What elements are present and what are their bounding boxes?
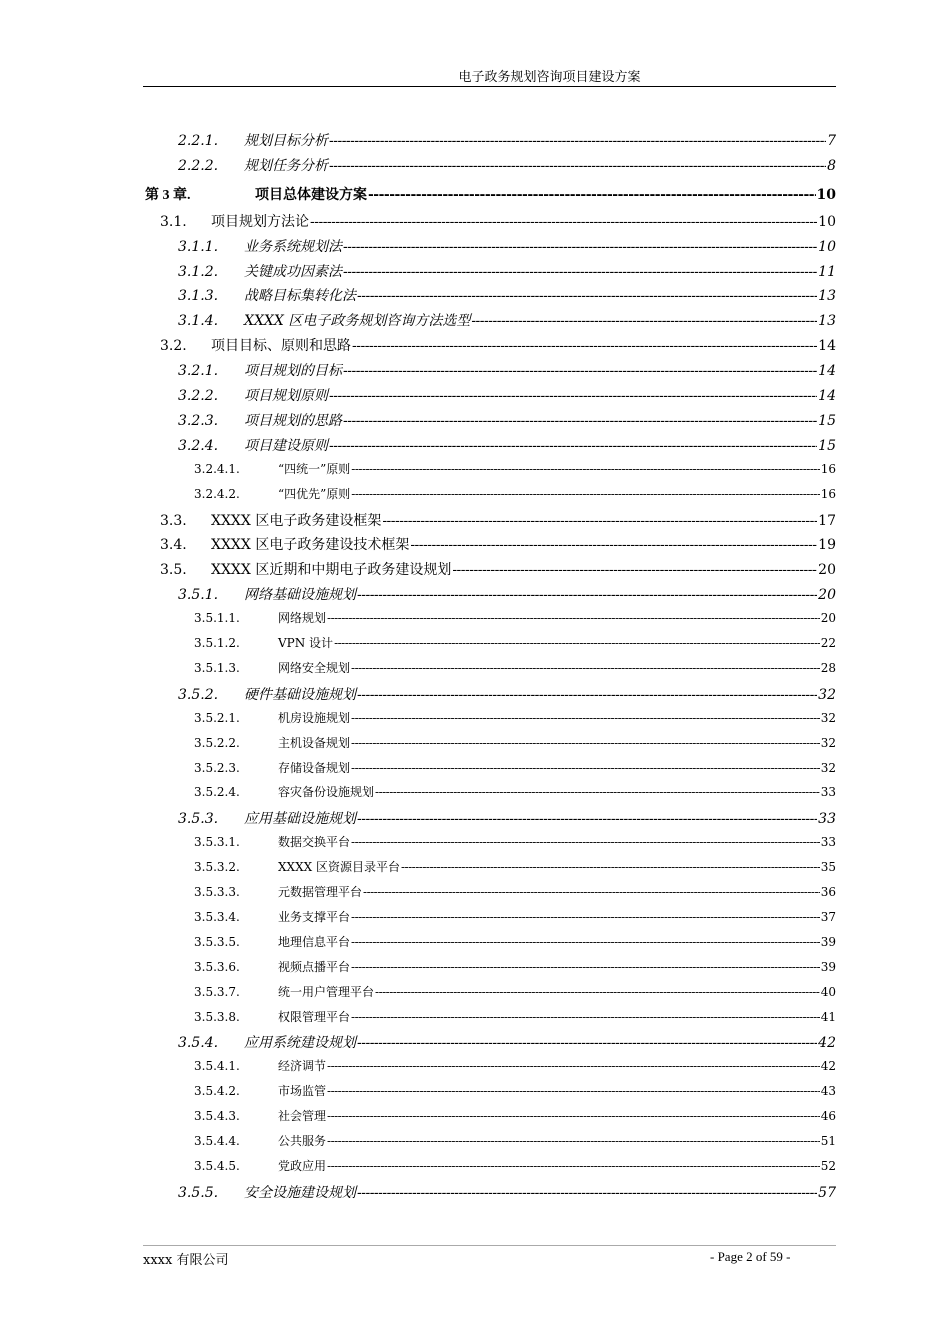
- toc-entry[interactable]: [194, 883, 836, 900]
- toc-entry-page: 22: [820, 636, 836, 650]
- toc-dot-leader: [351, 736, 820, 750]
- toc-entry-page: 32: [818, 686, 836, 703]
- toc-entry-title: 规划目标分析: [244, 133, 328, 149]
- toc-entry-title: 网络基础设施规划: [244, 587, 356, 604]
- toc-dot-leader: [357, 288, 817, 304]
- toc-entry-number: 3.2.1.: [178, 363, 219, 380]
- toc-dot-leader: [351, 761, 820, 775]
- toc-entry-number: 3.5.1.: [178, 587, 219, 604]
- toc-entry-title: 应用系统建设规划: [244, 1035, 356, 1052]
- toc-dot-leader: [375, 985, 820, 999]
- toc-chapter-entry[interactable]: [145, 184, 836, 204]
- toc-entry-number: 3.5.5.: [178, 1184, 219, 1201]
- toc-entry-number: 3.1.4.: [178, 313, 219, 330]
- page-header-title: 电子政务规划咨询项目建设方案: [458, 70, 641, 85]
- toc-entry-number: 3.2.4.1.: [194, 461, 240, 476]
- toc-entry-title: 业务支撑平台: [278, 909, 351, 924]
- toc-entry-number: 3.5.3.3.: [194, 885, 240, 899]
- toc-dot-leader: [357, 1035, 817, 1051]
- toc-entry[interactable]: [194, 933, 836, 950]
- toc-dot-leader: [329, 158, 826, 174]
- toc-entry-title: XXXX 区资源目录平台: [278, 860, 400, 875]
- toc-entry[interactable]: [178, 410, 836, 430]
- toc-entry[interactable]: [160, 534, 836, 554]
- toc-entry-number: 3.5.4.1.: [194, 1059, 240, 1074]
- toc-entry-number: 3.1.: [160, 213, 187, 230]
- toc-dot-leader: [375, 785, 820, 799]
- toc-entry-number: 3.5.2.3.: [194, 760, 240, 775]
- toc-dot-leader: [329, 133, 826, 149]
- toc-entry-number: 3.2.2.: [178, 388, 219, 404]
- toc-entry-title: 项目总体建设方案: [255, 186, 367, 203]
- toc-dot-leader: [357, 1185, 817, 1201]
- toc-dot-leader: [327, 1159, 820, 1173]
- toc-dot-leader: [327, 1084, 820, 1098]
- toc-entry-title: “四统一”原则: [278, 461, 351, 476]
- toc-dot-leader: [351, 487, 819, 501]
- toc-entry[interactable]: [194, 1057, 836, 1074]
- toc-dot-leader: [351, 711, 820, 725]
- toc-dot-leader: [401, 860, 820, 874]
- toc-entry[interactable]: [178, 808, 836, 828]
- toc-entry-title: 存储设备规划: [278, 760, 351, 775]
- toc-entry[interactable]: [178, 285, 836, 305]
- toc-dot-leader: [382, 513, 817, 529]
- toc-entry-number: 3.5.1.3.: [194, 660, 240, 675]
- toc-entry-page: 14: [818, 338, 836, 355]
- toc-entry-page: 51: [820, 1134, 836, 1148]
- toc-entry-title: 元数据管理平台: [278, 885, 363, 899]
- toc-entry-title: 网络规划: [278, 611, 327, 626]
- toc-entry-title: 视频点播平台: [278, 959, 351, 974]
- toc-entry-title: 战略目标集转化法: [244, 288, 356, 305]
- toc-entry[interactable]: [194, 908, 836, 925]
- toc-entry-title: 规划任务分析: [244, 157, 328, 174]
- toc-entry[interactable]: [178, 1182, 836, 1202]
- toc-entry-number: 第 3 章.: [145, 187, 191, 203]
- toc-entry-page: 39: [820, 934, 836, 949]
- toc-entry-number: 3.5.3.8.: [194, 1009, 240, 1024]
- toc-entry[interactable]: [194, 833, 836, 850]
- toc-dot-leader: [327, 611, 820, 625]
- toc-entry-page: 46: [820, 1109, 836, 1124]
- toc-entry-title: 安全设施建设规划: [244, 1184, 356, 1201]
- toc-entry-page: 42: [818, 1035, 836, 1052]
- toc-entry-title: 党政应用: [278, 1158, 327, 1173]
- toc-dot-leader: [351, 462, 819, 476]
- toc-entry-page: 42: [820, 1059, 836, 1074]
- toc-dot-leader: [471, 313, 817, 329]
- toc-entry-title: 地理信息平台: [278, 934, 351, 949]
- toc-dot-leader: [410, 537, 817, 553]
- toc-entry-page: 13: [818, 288, 836, 305]
- toc-dot-leader: [351, 1010, 820, 1024]
- toc-entry-page: 33: [820, 835, 836, 850]
- toc-entry-page: 10: [816, 186, 836, 203]
- toc-dot-leader: [327, 1059, 820, 1073]
- toc-dot-leader: [368, 187, 816, 203]
- toc-entry-title: 社会管理: [278, 1109, 327, 1124]
- toc-entry-page: 14: [818, 363, 836, 380]
- toc-entry-number: 3.5.3.2.: [194, 860, 240, 875]
- toc-entry-number: 3.5.: [160, 562, 187, 579]
- toc-entry-title: 网络安全规划: [278, 660, 351, 675]
- toc-entry-title: 项目目标、原则和思路: [211, 338, 351, 355]
- toc-entry-page: 13: [818, 313, 836, 330]
- toc-entry-title: XXXX 区电子政务规划咨询方法选型: [244, 313, 471, 330]
- toc-entry-title: 机房设施规划: [278, 710, 351, 725]
- toc-entry-page: 32: [820, 760, 836, 775]
- toc-dot-leader: [357, 687, 817, 703]
- toc-entry[interactable]: [178, 236, 836, 256]
- toc-entry-title: XXXX 区电子政务建设框架: [211, 512, 382, 529]
- toc-entry-title: 项目规划的思路: [244, 412, 342, 429]
- toc-entry-page: 33: [820, 785, 836, 800]
- toc-entry-page: 16: [820, 461, 836, 476]
- toc-entry-title: 容灾备份设施规划: [278, 785, 375, 800]
- toc-dot-leader: [352, 338, 817, 354]
- toc-entry[interactable]: [194, 634, 836, 651]
- toc-entry-number: 3.5.3.4.: [194, 909, 240, 924]
- toc-entry[interactable]: [194, 460, 836, 477]
- toc-entry[interactable]: [194, 858, 836, 875]
- toc-entry-number: 3.5.2.4.: [194, 785, 240, 800]
- toc-entry-page: 52: [820, 1158, 836, 1173]
- toc-entry[interactable]: [194, 958, 836, 975]
- toc-entry-number: 3.5.2.1.: [194, 710, 240, 725]
- toc-entry-page: 10: [818, 213, 836, 230]
- toc-entry-number: 3.2.4.: [178, 437, 219, 454]
- toc-entry-page: 37: [820, 909, 836, 924]
- toc-entry-number: 2.2.1.: [178, 133, 219, 149]
- toc-entry[interactable]: [178, 130, 836, 150]
- toc-dot-leader: [363, 885, 820, 899]
- toc-entry-number: 3.2.3.: [178, 412, 219, 429]
- toc-entry[interactable]: [178, 360, 836, 380]
- toc-entry-title: 业务系统规划法: [244, 238, 342, 255]
- toc-entry[interactable]: [160, 211, 836, 231]
- toc-entry[interactable]: [178, 385, 836, 405]
- toc-entry[interactable]: [160, 559, 836, 579]
- toc-entry[interactable]: [194, 659, 836, 676]
- toc-entry[interactable]: [178, 155, 836, 175]
- toc-entry-title: XXXX 区近期和中期电子政务建设规划: [211, 562, 452, 579]
- toc-entry-title: 应用基础设施规划: [244, 811, 356, 828]
- toc-entry-page: 11: [818, 263, 836, 280]
- toc-entry[interactable]: [194, 1082, 836, 1099]
- toc-entry-page: 41: [820, 1009, 836, 1024]
- toc-entry-number: 3.1.1.: [178, 238, 219, 255]
- toc-entry-title: 项目规划原则: [244, 388, 328, 404]
- toc-dot-leader: [329, 388, 817, 404]
- toc-entry[interactable]: [194, 485, 836, 502]
- toc-dot-leader: [351, 910, 820, 924]
- toc-entry-page: 35: [820, 860, 836, 875]
- toc-dot-leader: [351, 935, 820, 949]
- toc-entry-number: 3.2.: [160, 338, 187, 355]
- toc-entry-page: 8: [827, 157, 836, 174]
- toc-entry-number: 3.5.2.2.: [194, 735, 240, 750]
- toc-dot-leader: [327, 1134, 820, 1148]
- toc-dot-leader: [351, 835, 820, 849]
- toc-entry-title: 权限管理平台: [278, 1009, 351, 1024]
- toc-entry[interactable]: [194, 783, 836, 800]
- toc-entry[interactable]: [194, 1008, 836, 1025]
- toc-entry-page: 15: [818, 437, 836, 454]
- toc-entry-title: XXXX 区电子政务建设技术框架: [211, 537, 410, 554]
- toc-entry[interactable]: [194, 1157, 836, 1174]
- footer-company: xxxx 有限公司: [143, 1253, 229, 1268]
- toc-entry-page: 43: [820, 1084, 836, 1099]
- toc-entry-page: 32: [820, 735, 836, 750]
- toc-entry-page: 20: [818, 562, 836, 579]
- toc-dot-leader: [343, 363, 817, 379]
- toc-entry[interactable]: [194, 709, 836, 726]
- toc-dot-leader: [357, 811, 817, 827]
- toc-dot-leader: [343, 239, 817, 255]
- toc-entry[interactable]: [178, 584, 836, 604]
- toc-entry[interactable]: [194, 759, 836, 776]
- toc-dot-leader: [343, 413, 817, 429]
- toc-entry[interactable]: [160, 335, 836, 355]
- toc-entry-number: 3.3.: [160, 512, 187, 529]
- toc-dot-leader: [357, 587, 817, 603]
- toc-entry-page: 20: [820, 611, 836, 626]
- toc-entry[interactable]: [178, 684, 836, 704]
- toc-entry-number: 3.1.3.: [178, 288, 219, 305]
- toc-entry-page: 33: [818, 811, 836, 828]
- toc-entry-title: 关键成功因素法: [244, 263, 342, 280]
- toc-entry-number: 3.5.1.1.: [194, 611, 240, 626]
- toc-entry-title: 项目规划方法论: [211, 213, 309, 230]
- toc-entry-number: 3.5.4.5.: [194, 1158, 240, 1173]
- toc-entry-number: 3.5.3.6.: [194, 959, 240, 974]
- toc-entry[interactable]: [194, 1132, 836, 1149]
- toc-entry-page: 10: [818, 238, 836, 255]
- toc-entry-page: 57: [818, 1184, 836, 1201]
- toc-entry-title: 项目建设原则: [244, 437, 328, 454]
- toc-entry-title: 主机设备规划: [278, 735, 351, 750]
- toc-entry-page: 32: [820, 710, 836, 725]
- toc-dot-leader: [343, 264, 817, 280]
- toc-entry-title: 市场监管: [278, 1084, 327, 1099]
- toc-entry-title: “四优先”原则: [278, 486, 351, 501]
- toc-entry-number: 3.5.4.: [178, 1035, 219, 1052]
- toc-entry-title: 统一用户管理平台: [278, 984, 375, 999]
- toc-entry-number: 2.2.2.: [178, 157, 219, 174]
- toc-entry-title: 项目规划的目标: [244, 363, 342, 380]
- toc-entry[interactable]: [194, 734, 836, 751]
- toc-entry-page: 40: [820, 984, 836, 999]
- toc-entry-number: 3.5.4.2.: [194, 1084, 240, 1099]
- toc-entry-title: 硬件基础设施规划: [244, 686, 356, 703]
- toc-entry-title: 数据交换平台: [278, 835, 351, 850]
- toc-entry-number: 3.2.4.2.: [194, 486, 240, 501]
- toc-entry[interactable]: [178, 435, 836, 455]
- toc-entry-page: 39: [820, 959, 836, 974]
- footer-page-indicator: - Page 2 of 59 -: [710, 1249, 791, 1264]
- toc-entry-title: VPN 设计: [278, 636, 334, 650]
- toc-entry-page: 36: [820, 885, 836, 899]
- toc-entry-number: 3.5.3.1.: [194, 835, 240, 850]
- toc-entry-page: 14: [818, 388, 836, 404]
- toc-entry-number: 3.5.3.: [178, 811, 219, 828]
- toc-entry-number: 3.5.2.: [178, 686, 219, 703]
- toc-entry[interactable]: [160, 510, 836, 530]
- toc-entry-page: 28: [820, 660, 836, 675]
- toc-dot-leader: [327, 1109, 820, 1123]
- toc-entry-page: 19: [818, 537, 836, 554]
- toc-entry[interactable]: [178, 261, 836, 281]
- toc-entry[interactable]: [178, 310, 836, 330]
- toc-entry-page: 16: [820, 486, 836, 501]
- toc-entry-title: 经济调节: [278, 1059, 327, 1074]
- toc-dot-leader: [452, 562, 817, 578]
- toc-dot-leader: [351, 960, 820, 974]
- toc-entry-page: 17: [818, 512, 836, 529]
- toc-entry[interactable]: [194, 609, 836, 626]
- toc-entry-page: 15: [818, 412, 836, 429]
- toc-dot-leader: [329, 438, 817, 454]
- toc-entry[interactable]: [178, 1032, 836, 1052]
- toc-dot-leader: [310, 214, 817, 230]
- toc-entry-page: 20: [818, 587, 836, 604]
- toc-entry-number: 3.5.3.5.: [194, 934, 240, 949]
- toc-entry-title: 公共服务: [278, 1134, 327, 1148]
- toc-entry-page: 7: [827, 133, 836, 149]
- header-rule: [143, 86, 836, 87]
- toc-entry-number: 3.5.4.3.: [194, 1109, 240, 1124]
- toc-dot-leader: [351, 661, 820, 675]
- footer-rule: [143, 1245, 836, 1246]
- toc-entry-number: 3.5.4.4.: [194, 1134, 240, 1148]
- toc-entry[interactable]: [194, 1107, 836, 1124]
- toc-entry-number: 3.5.1.2.: [194, 636, 240, 650]
- toc-entry-number: 3.4.: [160, 537, 187, 554]
- toc-entry[interactable]: [194, 983, 836, 1000]
- toc-entry-number: 3.5.3.7.: [194, 984, 240, 999]
- toc-dot-leader: [334, 636, 820, 650]
- toc-entry-number: 3.1.2.: [178, 263, 219, 280]
